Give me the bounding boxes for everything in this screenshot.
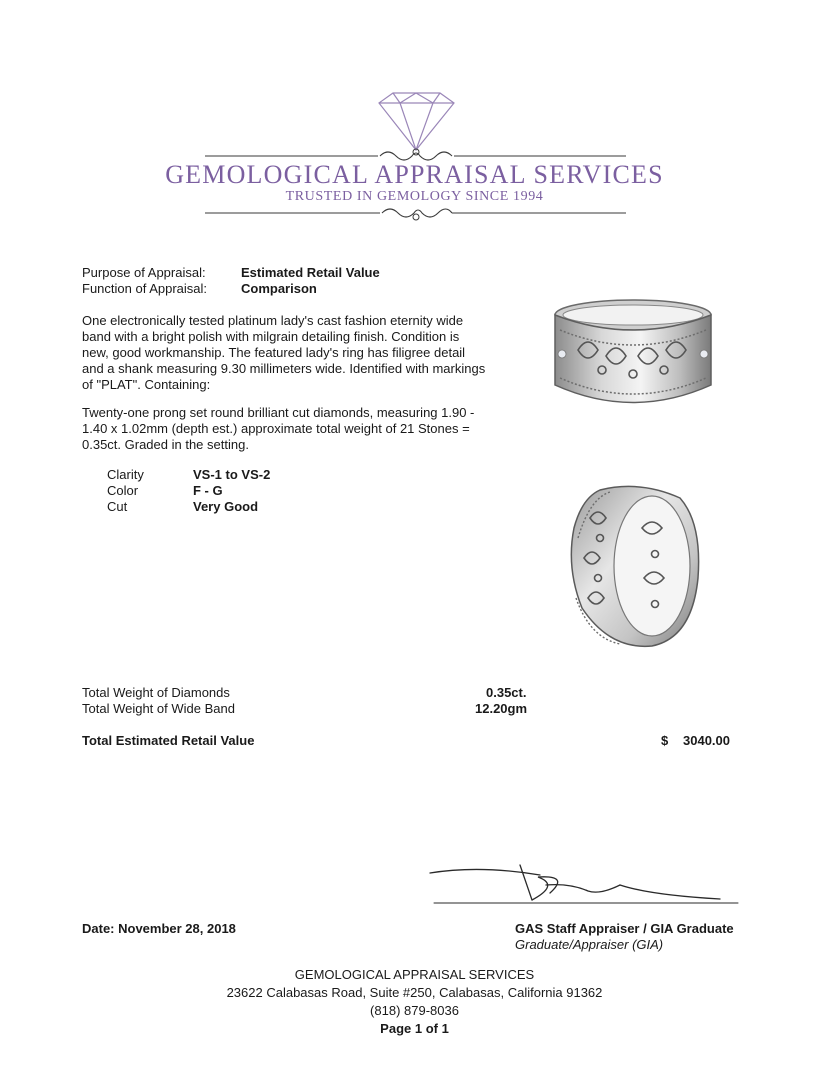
appraiser-signature [420, 855, 750, 915]
signer-subtitle: Graduate/Appraiser (GIA) [515, 937, 664, 952]
band-weight-label: Total Weight of Wide Band [82, 701, 235, 716]
diamond-description: Twenty-one prong set round brilliant cut diamonds, measuring 1.90 - 1.40 x 1.02mm (depth est.) approximate total weight of 21 Stones = 0.35ct. Graded in the setting. [82, 405, 475, 452]
footer-company: GEMOLOGICAL APPRAISAL SERVICES [294, 967, 535, 982]
cut-label: Cut [107, 499, 128, 514]
retail-value-label: Total Estimated Retail Value [82, 733, 255, 748]
page-number: Page 1 of 1 [380, 1021, 449, 1036]
company-name: GEMOLOGICAL APPRAISAL SERVICES [165, 160, 664, 189]
clarity-label: Clarity [107, 467, 144, 482]
retail-amount: 3040.00 [683, 733, 730, 748]
item-description: One electronically tested platinum lady's cast fashion eternity wide band with a bright polish with milgrain detailing finish. Condition is new, good workmanship. The featured lady's ring has filigree detail and a shank measuring 9.30 millimeters wide. Identified with markings of "PLAT". Containing: [82, 313, 486, 392]
function-value: Comparison [241, 281, 317, 296]
footer-address: 23622 Calabasas Road, Suite #250, Calabasas, California 91362 [226, 985, 603, 1000]
cut-value: Very Good [193, 499, 259, 514]
diamond-weight-value: 0.35ct. [486, 685, 527, 700]
ring-photo-side [548, 290, 718, 420]
clarity-value: VS-1 to VS-2 [193, 467, 271, 482]
color-label: Color [107, 483, 139, 498]
footer-phone: (818) 879-8036 [370, 1003, 459, 1018]
function-label: Function of Appraisal: [82, 281, 208, 296]
top-ornament-rule [205, 149, 626, 160]
signer-title: GAS Staff Appraiser / GIA Graduate [515, 921, 734, 936]
retail-currency: $ [661, 733, 669, 748]
company-tagline: TRUSTED IN GEMOLOGY SINCE 1994 [285, 189, 544, 204]
purpose-value: Estimated Retail Value [241, 265, 380, 280]
ring-photo-angled [560, 478, 705, 653]
band-weight-value: 12.20gm [475, 701, 528, 716]
color-value: F - G [193, 483, 223, 498]
diamond-weight-label: Total Weight of Diamonds [82, 685, 230, 700]
purpose-label: Purpose of Appraisal: [82, 265, 206, 280]
appraisal-date: Date: November 28, 2018 [82, 921, 236, 936]
diamond-icon [379, 93, 454, 150]
bottom-ornament-rule [205, 209, 626, 220]
